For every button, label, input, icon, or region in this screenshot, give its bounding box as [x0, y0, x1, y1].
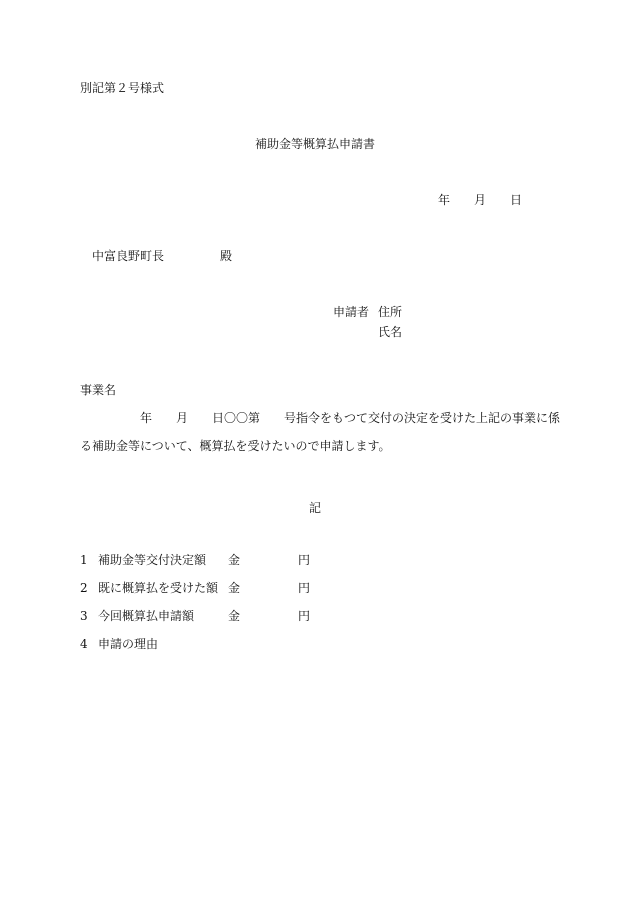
item-label: 既に概算払を受けた額	[98, 581, 219, 595]
item-kin: 金	[228, 581, 241, 595]
body-line-2: る補助金等について、概算払を受けたいので申請します。	[80, 439, 391, 453]
project-name-label: 事業名	[80, 383, 117, 397]
address-label: 住所	[378, 305, 403, 319]
date-line	[438, 192, 522, 208]
item-1	[80, 552, 310, 568]
document-title: 補助金等概算払申請書	[254, 137, 375, 151]
item-yen: 円	[298, 581, 311, 595]
item-kin: 金	[228, 609, 241, 623]
item-number: 2	[80, 581, 88, 595]
item-label: 申請の理由	[98, 637, 159, 651]
honorific: 殿	[220, 249, 233, 263]
date-year: 年	[438, 193, 451, 207]
ki-heading: 記	[308, 501, 321, 515]
item-2	[80, 580, 310, 596]
item-3	[80, 608, 310, 624]
item-yen: 円	[298, 553, 311, 567]
item-number: 3	[80, 609, 88, 623]
item-label: 補助金等交付決定額	[98, 553, 207, 567]
item-4	[80, 636, 228, 652]
applicant-label: 申請者	[333, 305, 370, 319]
item-yen: 円	[298, 609, 311, 623]
form-number: 別記第２号様式	[80, 81, 165, 95]
body-rest: 日〇〇第 号指令をもつて交付の決定を受けた上記の事業に係	[212, 411, 561, 425]
body-month: 月	[176, 411, 189, 425]
item-number: 4	[80, 637, 88, 651]
item-kin: 金	[228, 553, 241, 567]
date-day: 日	[510, 193, 523, 207]
addressee: 中富良野町長	[92, 249, 165, 263]
item-number: 1	[80, 553, 88, 567]
body-year: 年	[140, 411, 153, 425]
body-line-1	[80, 410, 560, 426]
name-label: 氏名	[378, 325, 403, 339]
date-month: 月	[474, 193, 487, 207]
item-label: 今回概算払申請額	[98, 609, 195, 623]
